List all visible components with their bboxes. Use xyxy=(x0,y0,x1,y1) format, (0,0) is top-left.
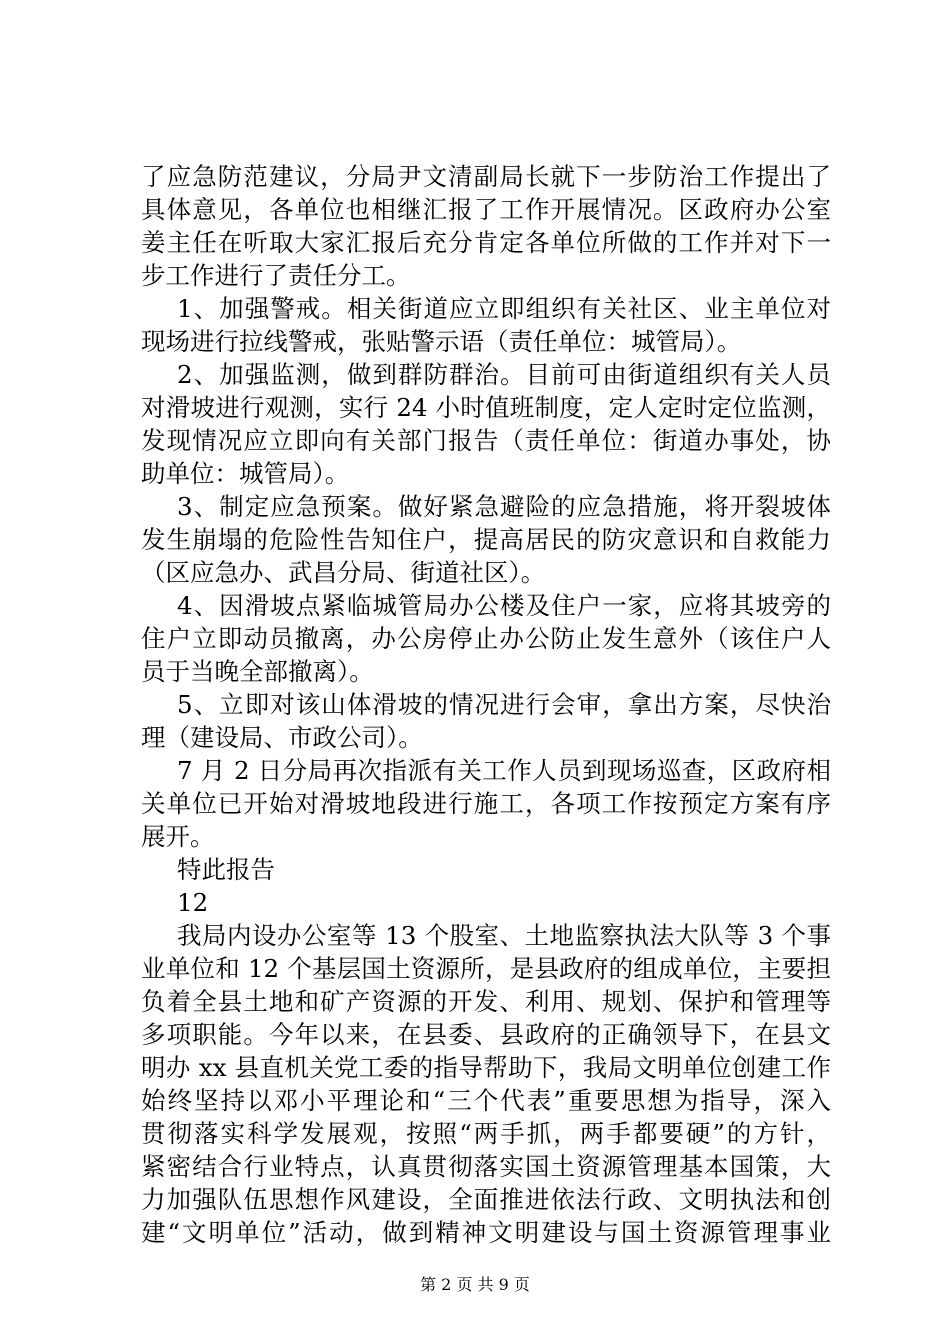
text-line: 紧密结合行业特点，认真贯彻落实国土资源管理基本国策，大 xyxy=(141,1152,831,1181)
text-line: 7 月 2 日分局再次指派有关工作人员到现场巡查，区政府相 xyxy=(177,756,831,785)
text-line: 4、因滑坡点紧临城管局办公楼及住户一家，应将其坡旁的 xyxy=(177,591,831,620)
text-line: 力加强队伍思想作风建设，全面推进依法行政、文明执法和创 xyxy=(141,1185,831,1214)
text-line: 住户立即动员撤离，办公房停止办公防止发生意外（该住户人 xyxy=(141,624,831,653)
text-line: 贯彻落实科学发展观，按照“两手抓，两手都要硬”的方针， xyxy=(141,1119,831,1148)
text-line: 员于当晚全部撤离）。 xyxy=(141,657,374,686)
text-line: 现场进行拉线警戒，张贴警示语（责任单位：城管局）。 xyxy=(141,327,742,356)
text-line: 1、加强警戒。相关街道应立即组织有关社区、业主单位对 xyxy=(177,294,831,323)
text-line: 特此报告 xyxy=(177,855,275,884)
text-line: 对滑坡进行观测，实行 24 小时值班制度，定人定时定位监测， xyxy=(141,393,831,422)
text-line: 理（建设局、市政公司）。 xyxy=(141,723,423,752)
text-line: 始终坚持以邓小平理论和“三个代表”重要思想为指导，深入 xyxy=(141,1086,831,1115)
text-line: 建“文明单位”活动，做到精神文明建设与国土资源管理事业 xyxy=(141,1218,831,1247)
text-line: 我局内设办公室等 13 个股室、土地监察执法大队等 3 个事 xyxy=(177,921,831,950)
text-line: 具体意见，各单位也相继汇报了工作开展情况。区政府办公室 xyxy=(141,195,831,224)
text-line: 2、加强监测，做到群防群治。目前可由街道组织有关人员 xyxy=(177,360,831,389)
text-line: 了应急防范建议，分局尹文清副局长就下一步防治工作提出了 xyxy=(141,162,831,191)
text-line: 业单位和 12 个基层国土资源所，是县政府的组成单位，主要担 xyxy=(141,954,831,983)
text-line: （区应急办、武昌分局、街道社区）。 xyxy=(141,558,546,587)
text-line: 负着全县土地和矿产资源的开发、利用、规划、保护和管理等 xyxy=(141,987,831,1016)
text-line: 姜主任在听取大家汇报后充分肯定各单位所做的工作并对下一 xyxy=(141,228,831,257)
text-line: 发现情况应立即向有关部门报告（责任单位：街道办事处，协 xyxy=(141,426,831,455)
text-line: 明办 xx 县直机关党工委的指导帮助下，我局文明单位创建工作 xyxy=(141,1053,831,1082)
text-line: 关单位已开始对滑坡地段进行施工，各项工作按预定方案有序 xyxy=(141,789,831,818)
text-line: 5、立即对该山体滑坡的情况进行会审，拿出方案，尽快治 xyxy=(177,690,831,719)
text-line: 发生崩塌的危险性告知住户，提高居民的防灾意识和自救能力 xyxy=(141,525,831,554)
text-line: 展开。 xyxy=(141,822,215,851)
text-line: 12 xyxy=(177,888,209,917)
text-line: 多项职能。今年以来，在县委、县政府的正确领导下，在县文 xyxy=(141,1020,831,1049)
document-body xyxy=(141,160,831,1249)
text-line: 助单位：城管局）。 xyxy=(141,459,350,488)
text-line: 3、制定应急预案。做好紧急避险的应急措施，将开裂坡体 xyxy=(177,492,831,521)
text-line: 步工作进行了责任分工。 xyxy=(141,261,411,290)
page-footer: 第 2 页 共 9 页 xyxy=(420,1275,530,1294)
